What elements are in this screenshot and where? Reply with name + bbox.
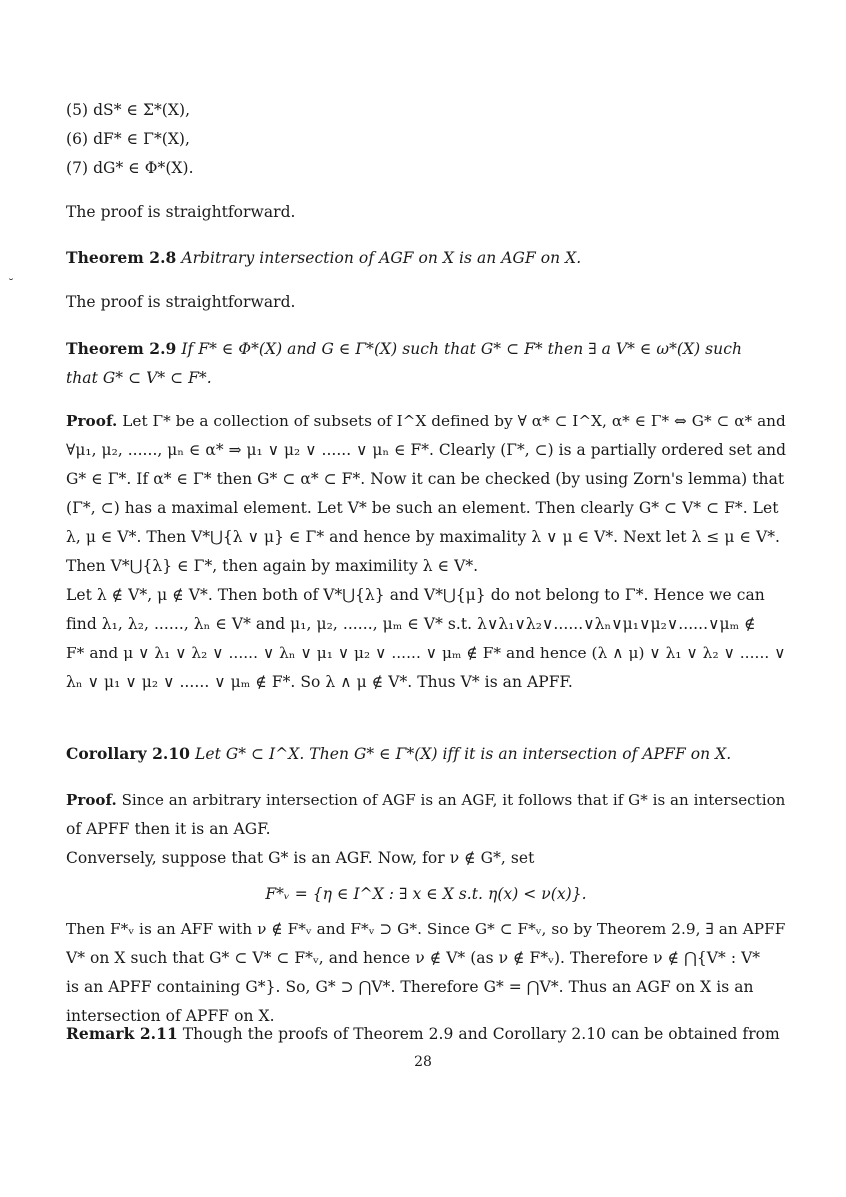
remark-text: Though the proofs of Theorem 2.9 and Corollary 2.10 can be obtained from bbox=[177, 1025, 780, 1043]
proof-line: ∀μ₁, μ₂, ......, μₙ ∈ α* ⇒ μ₁ ∨ μ₂ ∨ ...... ∨ μₙ ∈ F*. Clearly (Γ*, ⊂) is a partially ordered set and bbox=[66, 441, 786, 459]
proof-line: Conversely, suppose that G* is an AGF. Now, for ν ∉ G*, set bbox=[66, 849, 535, 867]
remark-2-11 bbox=[66, 1019, 786, 1049]
theorem-statement-line: If F* ∈ Φ*(X) and G ∈ Γ*(X) such that G* ⊂ F* then ∃ a V* ∈ ω*(X) such bbox=[181, 340, 742, 358]
theorem-statement: Arbitrary intersection of AGF on X is an AGF on X. bbox=[181, 249, 582, 267]
corollary-2-10 bbox=[66, 739, 786, 769]
theorem-label: Theorem 2.8 bbox=[66, 248, 177, 267]
list-item: (5) dS* ∈ Σ*(X), bbox=[66, 101, 191, 119]
proof-label: Proof. bbox=[66, 412, 118, 430]
proof-label: Proof. bbox=[66, 791, 117, 809]
proof-line: Let Γ* be a collection of subsets of I^X defined by ∀ α* ⊂ I^X, α* ∈ Γ* ⇔ G* ⊂ α* and bbox=[117, 412, 786, 430]
proof-line: λₙ ∨ μ₁ ∨ μ₂ ∨ ...... ∨ μₘ ∉ F*. So λ ∧ μ ∉ V*. Thus V* is an APFF. bbox=[66, 673, 573, 691]
list-item: (7) dG* ∈ Φ*(X). bbox=[66, 159, 194, 177]
proof-line: Then F*ᵥ is an AFF with ν ∉ F*ᵥ and F*ᵥ ⊃ G*. Since G* ⊂ F*ᵥ, so by Theorem 2.9, ∃ an APFF bbox=[66, 920, 786, 938]
proof-line: G* ∈ Γ*. If α* ∈ Γ* then G* ⊂ α* ⊂ F*. Now it can be checked (by using Zorn's lemma) that bbox=[66, 470, 785, 488]
proof-line: F* and μ ∨ λ₁ ∨ λ₂ ∨ ...... ∨ λₙ ∨ μ₁ ∨ μ₂ ∨ ...... ∨ μₘ ∉ F* and hence (λ ∧ μ) ∨ λ₁ ∨ λ₂ ∨ ...... ∨ bbox=[66, 644, 786, 662]
proof-line: Since an arbitrary intersection of AGF is an AGF, it follows that if G* is an intersection bbox=[116, 791, 786, 809]
proof-corollary-2-10-cont bbox=[66, 915, 786, 1031]
remark-label: Remark 2.11 bbox=[66, 1024, 178, 1043]
theorem-2-9 bbox=[66, 334, 786, 393]
list-item: (6) dF* ∈ Γ*(X), bbox=[66, 130, 190, 148]
proof-line: Then V*⋃{λ} ∈ Γ*, then again by maximility λ ∈ V*. bbox=[66, 557, 479, 575]
proof-line: (Γ*, ⊂) has a maximal element. Let V* be such an element. Then clearly G* ⊂ V* ⊂ F*. Let bbox=[66, 499, 779, 517]
proof-line: Let λ ∉ V*, μ ∉ V*. Then both of V*⋃{λ} and V*⋃{μ} do not belong to Γ*. Hence we can bbox=[66, 586, 765, 604]
corollary-label: Corollary 2.10 bbox=[66, 744, 191, 763]
theorem-statement-line: that G* ⊂ V* ⊂ F*. bbox=[66, 369, 212, 387]
items-list bbox=[66, 96, 786, 183]
display-equation: F*ᵥ = {η ∈ I^X : ∃ x ∈ X s.t. η(x) < ν(x)}. bbox=[265, 885, 587, 903]
proof-line: λ, μ ∈ V*. Then V*⋃{λ ∨ μ} ∈ Γ* and hence by maximality λ ∨ μ ∈ V*. Next let λ ≤ μ ∈ V*. bbox=[66, 528, 780, 546]
proof-theorem-2-9 bbox=[66, 407, 786, 697]
proof-line: intersection of APFF on X. bbox=[66, 1007, 275, 1025]
proof-line: of APFF then it is an AGF. bbox=[66, 820, 271, 838]
proof-line: V* on X such that G* ⊂ V* ⊂ F*ᵥ, and hence ν ∉ V* (as ν ∉ F*ᵥ). Therefore ν ∉ ⋂{V* : V* bbox=[66, 949, 761, 967]
corollary-statement: Let G* ⊂ I^X. Then G* ∈ Γ*(X) iff it is an intersection of APFF on X. bbox=[195, 745, 732, 763]
proof-sentence-2: The proof is straightforward. bbox=[66, 293, 296, 311]
proof-line: is an APFF containing G*}. So, G* ⊃ ⋂V*. Therefore G* = ⋂V*. Thus an AGF on X is an bbox=[66, 978, 754, 996]
proof-line: find λ₁, λ₂, ......, λₙ ∈ V* and μ₁, μ₂, ......, μₘ ∈ V* s.t. λ∨λ₁∨λ₂∨......∨λₙ∨μ₁∨μ₂∨......∨μₘ ∉ bbox=[66, 615, 756, 633]
theorem-2-8 bbox=[66, 243, 786, 273]
proof-corollary-2-10 bbox=[66, 786, 786, 873]
theorem-label: Theorem 2.9 bbox=[66, 339, 177, 358]
proof-sentence-1: The proof is straightforward. bbox=[66, 203, 296, 221]
page-number: 28 bbox=[414, 1054, 432, 1070]
scan-mark: ˘ bbox=[8, 277, 14, 291]
